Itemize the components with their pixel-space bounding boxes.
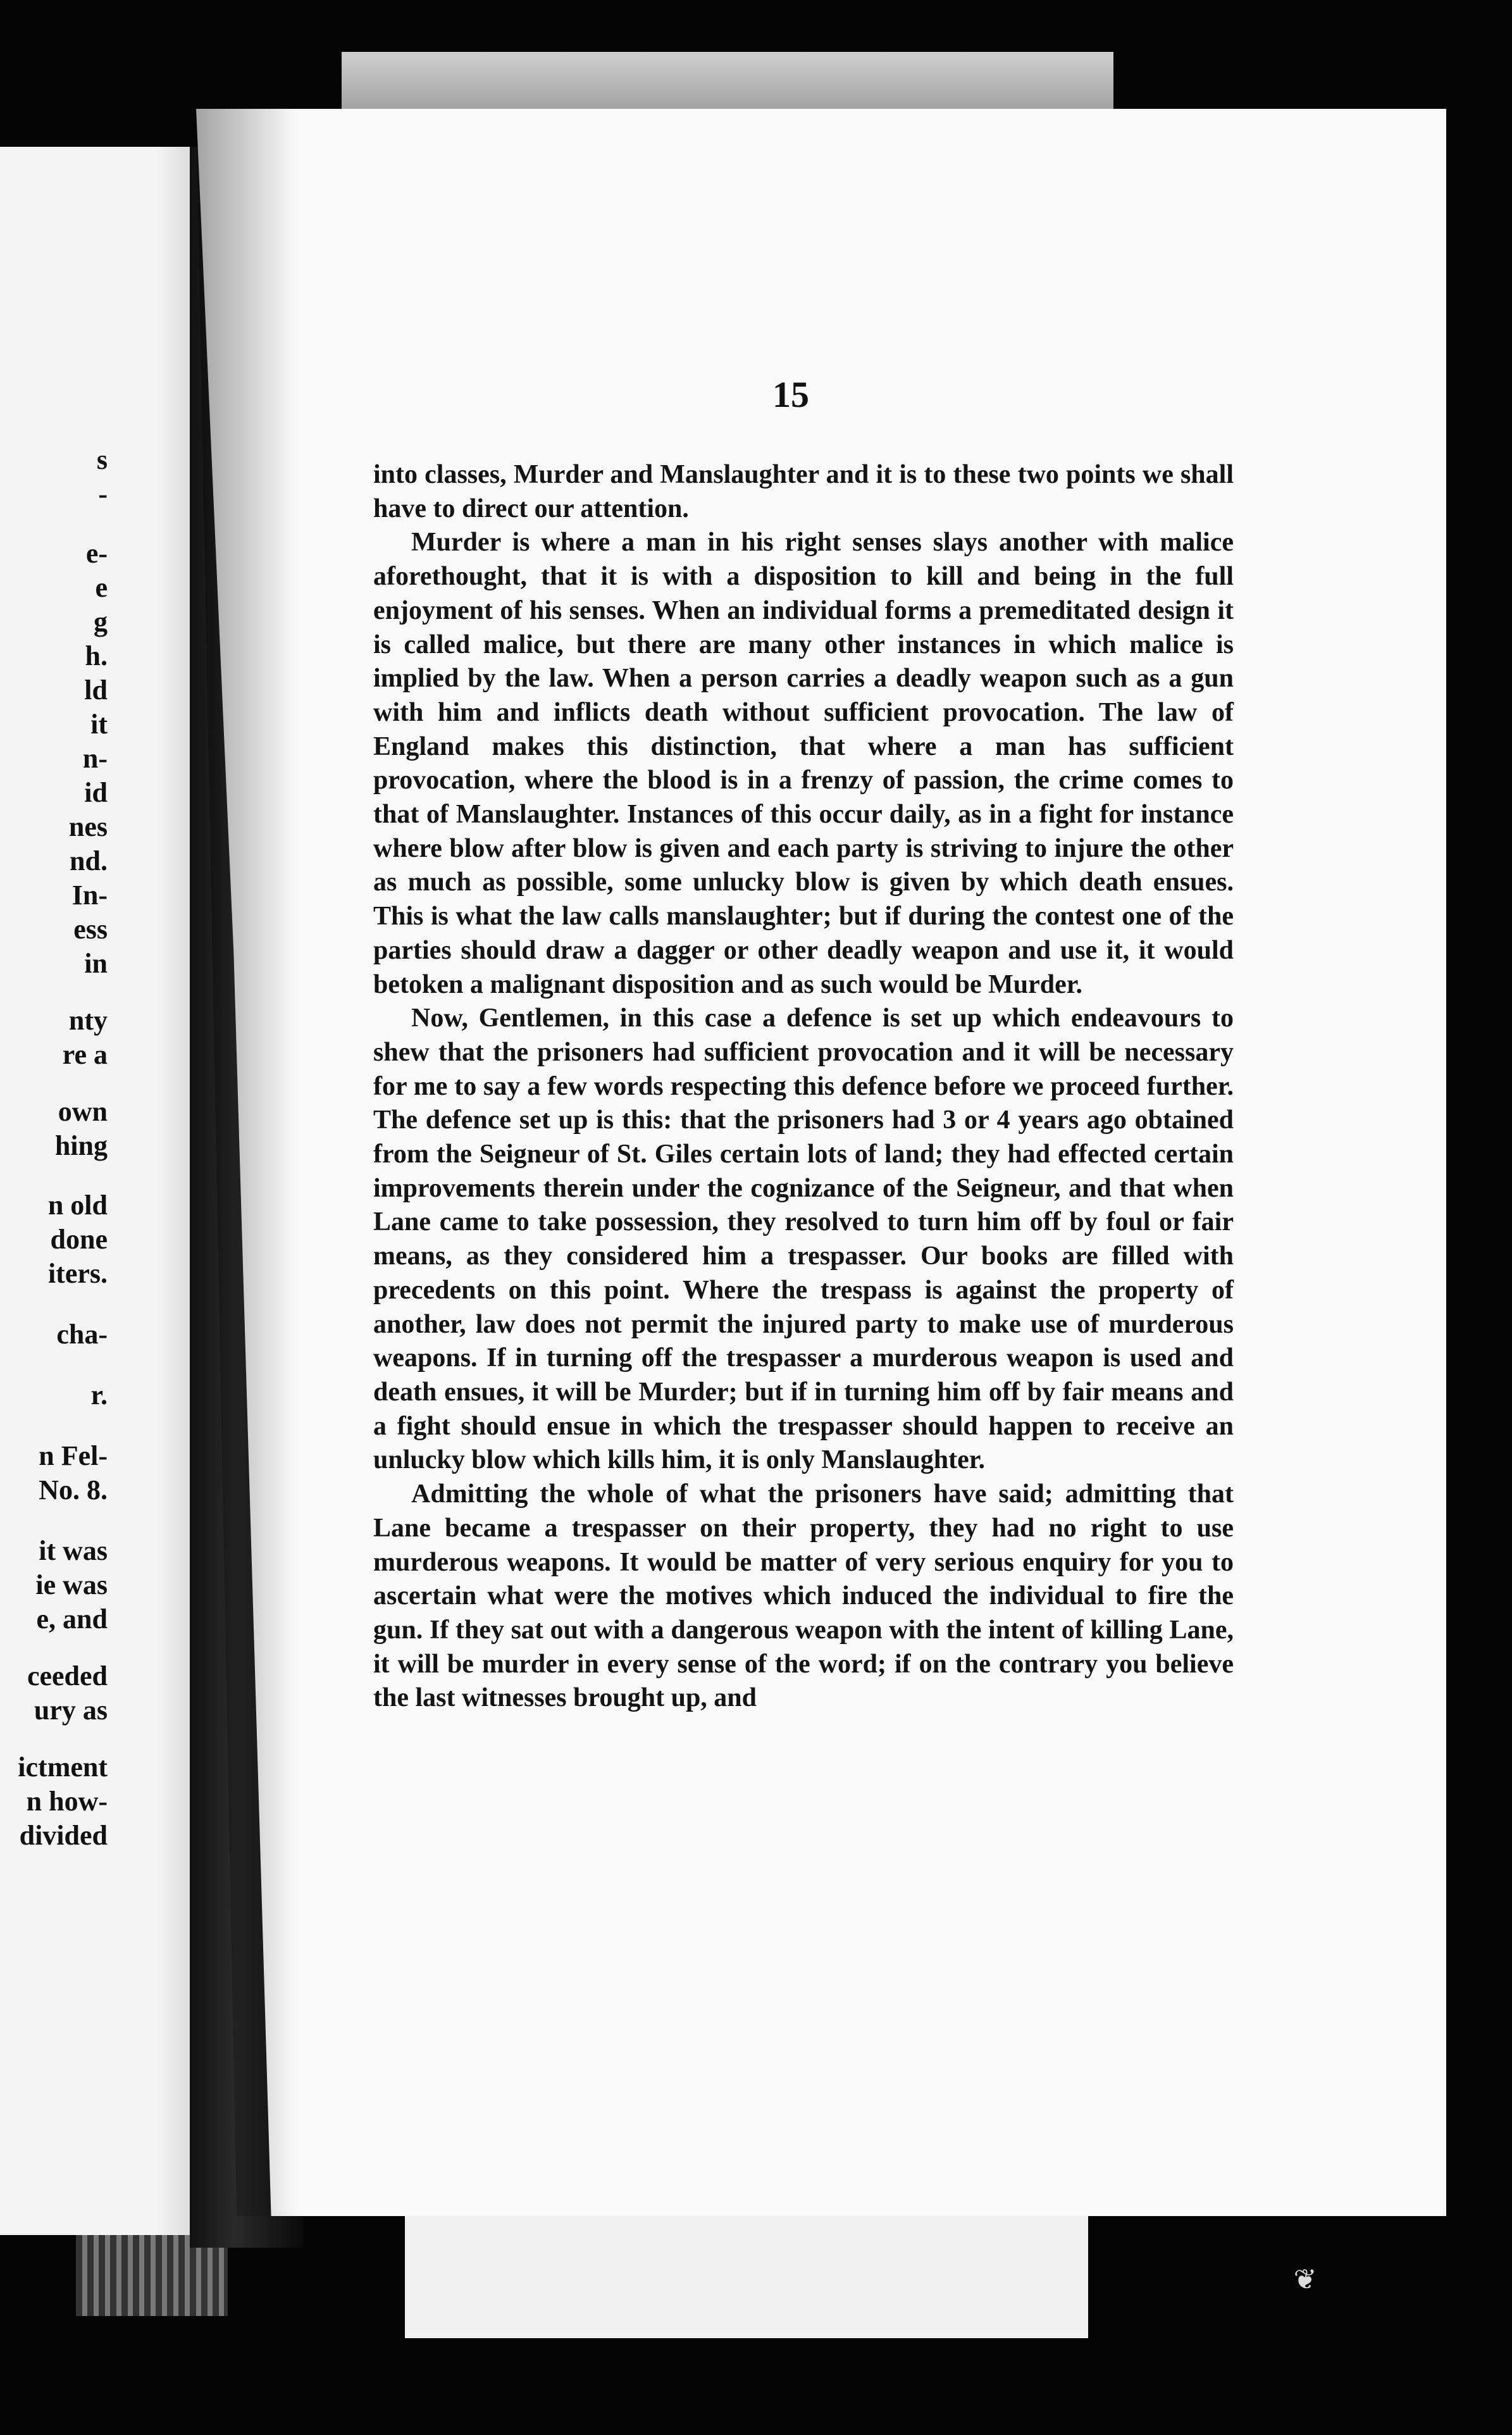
left-fragment: done bbox=[50, 1224, 108, 1255]
left-fragment: hing bbox=[54, 1130, 108, 1161]
left-fragment: e- bbox=[85, 538, 108, 569]
page-number: 15 bbox=[772, 374, 809, 415]
left-fragment: id bbox=[84, 777, 108, 808]
paragraph: Admitting the whole of what the prisoners have said; admitting that Lane became a trespasser on their property, they had no right to use murderous weapons. It would be matter of very serious enquiry for you to ascertain what were the motives which induced the individual to fire the gun. If they sat out with a dangerous weapon with the intent of killing Lane, it will be murder in every sense of the word; if on the contrary you believe the last witnesses brought up, and bbox=[373, 1479, 1234, 1713]
left-fragment: r. bbox=[90, 1379, 108, 1411]
left-fragment: nty bbox=[68, 1005, 108, 1036]
left-fragment: n- bbox=[82, 743, 108, 774]
left-fragment: s bbox=[96, 444, 108, 475]
bottom-paper-strip bbox=[405, 2208, 1088, 2338]
left-fragment: ld bbox=[84, 675, 108, 706]
left-fragment: divided bbox=[19, 1820, 108, 1851]
left-fragment: In- bbox=[71, 880, 108, 911]
left-fragment: cha- bbox=[56, 1319, 108, 1350]
paragraph: Murder is where a man in his right senses slays another with malice aforethought, that it is with a disposition to kill and being in the full enjoyment of his senses. When an individual forms a premeditated design it is called malice, but there are many other instances in which malice is implied by the law. When a person carries a deadly weapon such as a gun with him and inflicts death without sufficient provocation. The law of England makes this distinction, that where a man has sufficient provocation, where the blood is in a frenzy of passion, the crime comes to that of Manslaughter. Instances of this occur daily, as in a fight for instance where blow after blow is given and each party is striving to injure the other as much as possible, some unlucky blow is given by which death ensues. This is what the law calls manslaughter; but if during the contest one of the parties should draw a dagger or other deadly weapon and use it, it would betoken a malignant disposition and as such would be Murder. bbox=[373, 528, 1234, 999]
left-fragment: n how- bbox=[26, 1786, 108, 1817]
left-page-text-fragments bbox=[0, 443, 108, 1853]
left-fragment: ess bbox=[73, 914, 108, 945]
page-body-text bbox=[373, 458, 1234, 1716]
left-fragment: in bbox=[84, 948, 108, 979]
left-fragment: ie was bbox=[35, 1569, 108, 1600]
left-fragment: it was bbox=[39, 1535, 108, 1566]
left-fragment: nd. bbox=[70, 845, 108, 876]
left-fragment: iters. bbox=[47, 1258, 108, 1289]
paragraph: Now, Gentlemen, in this case a defence is set up which endeavours to shew that the prisoners had sufficient provocation and it will be necessary for me to say a few words respecting this defence before we proceed further. The defence set up is this: that the prisoners had 3 or 4 years ago obtained from the Seigneur of St. Giles certain lots of land; they had effected certain improvements therein under the cognizance of the Seigneur, and that when Lane came to take possession, they resolved to turn him off by foul or fair means, as they considered him a trespasser. Our books are filled with precedents on this point. Where the trespass is against the property of another, law does not permit the injured party to make use of murderous weapons. If in turning off the trespasser a murderous weapon is used and death ensues, it will be Murder; but if in turning him off by fair means and a fight should ensue in which the trespasser should happen to receive an unlucky blow which kills him, it is only Manslaughter. bbox=[373, 1004, 1234, 1475]
left-fragment: e, and bbox=[36, 1604, 108, 1635]
left-fragment: n old bbox=[47, 1190, 108, 1221]
left-fragment: e bbox=[95, 572, 108, 603]
left-fragment: it bbox=[90, 709, 108, 740]
left-fragment: nes bbox=[68, 811, 108, 842]
left-fragment: h. bbox=[85, 640, 108, 671]
left-fragment: n Fel- bbox=[39, 1440, 108, 1471]
paragraph: into classes, Murder and Manslaughter and it is to these two points we shall have to direct our attention. bbox=[373, 460, 1234, 523]
left-fragment: No. 8. bbox=[39, 1474, 108, 1505]
left-fragment: g bbox=[94, 606, 108, 637]
scan-speck-icon: ❦ bbox=[1293, 2264, 1317, 2295]
left-fragment: ceeded bbox=[27, 1660, 108, 1691]
left-fragment: re a bbox=[62, 1039, 108, 1070]
left-fragment: - bbox=[98, 478, 108, 509]
left-fragment: ury as bbox=[34, 1695, 108, 1726]
left-fragment: ictment bbox=[18, 1752, 108, 1783]
left-fragment: own bbox=[58, 1096, 108, 1127]
